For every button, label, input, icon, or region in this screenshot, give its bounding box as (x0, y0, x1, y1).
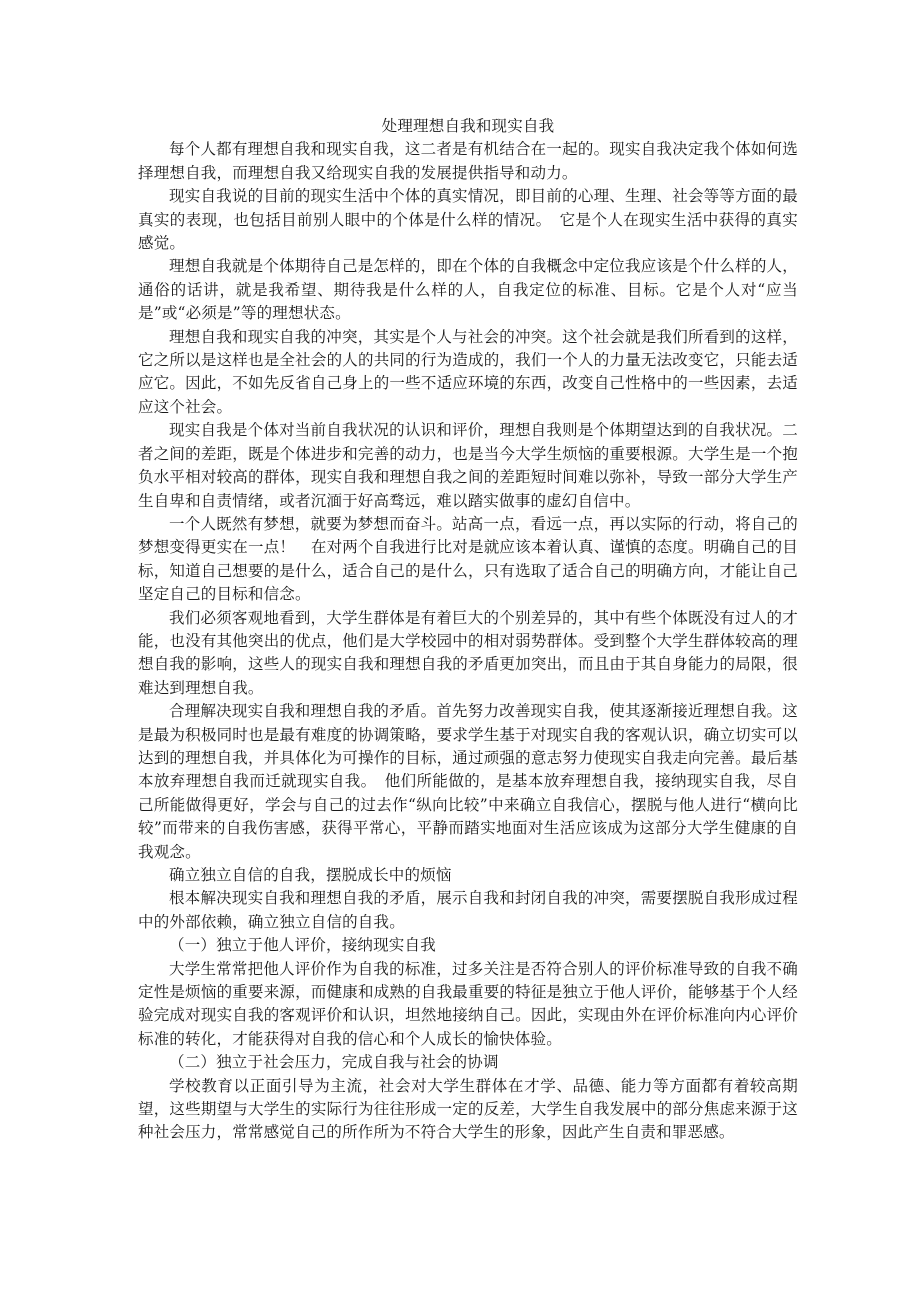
paragraph-8: 合理解决现实自我和理想自我的矛盾。首先努力改善现实自我，使其逐渐接近理想自我。这是最为积极同时也是最有难度的协调策略，要求学生基于对现实自我的客观认识，确立切实可以达到的理想自我，并具体化为可操作的目标，通过顽强的意志努力使现实自我走向完善。最后基本放弃理想自我而迁就现实自我。 他们所能做的，是基本放弃理想自我，接纳现实自我，尽自己所能做得更好，学会与自己的过去作“纵向比较”中来确立自我信心，摆脱与他人进行“横向比较”而带来的自我伤害感，获得平常心，平静而踏实地面对生活应该成为这部分大学生健康的自我观念。 (138, 702, 798, 861)
paragraph-10: 大学生常常把他人评价作为自我的标准，过多关注是否符合别人的评价标准导致的自我不确定性是烦恼的重要来源，而健康和成熟的自我最重要的特征是独立于他人评价，能够基于个人经验完成对现实自我的客观评价和认识，坦然地接纳自己。因此，实现由外在评价标准向内心评价标准的转化，才能获得对自我的信心和个人成长的愉快体验。 (138, 959, 798, 1048)
paragraph-3: 理想自我就是个体期待自己是怎样的，即在个体的自我概念中定位我应该是个什么样的人，通俗的话讲，就是我希望、期待我是什么样的人，自我定位的标准、目标。它是个人对“应当是”或“必须是”等的理想状态。 (138, 257, 798, 323)
document-body (138, 115, 798, 1145)
subsection-heading-2: （二）独立于社会压力，完成自我与社会的协调 (169, 1053, 499, 1072)
paragraph-1: 每个人都有理想自我和现实自我，这二者是有机结合在一起的。现实自我决定我个体如何选择理想自我，而理想自我又给现实自我的发展提供指导和动力。 (138, 140, 798, 182)
paragraph-11: 学校教育以正面引导为主流，社会对大学生群体在才学、品德、能力等方面都有着较高期望，这些期望与大学生的实际行为往往形成一定的反差，大学生自我发展中的部分焦虑来源于这种社会压力，常常感觉自己的所作所为不符合大学生的形象，因此产生自责和罪恶感。 (138, 1076, 798, 1142)
section-heading: 确立独立自信的自我，摆脱成长中的烦恼 (169, 866, 452, 884)
paragraph-2: 现实自我说的目前的现实生活中个体的真实情况，即目前的心理、生理、社会等等方面的最真实的表现，也包括目前别人眼中的个体是什么样的情况。 它是个人在现实生活中获得的真实感觉。 (138, 187, 798, 253)
document-title: 处理理想自我和现实自我 (381, 117, 555, 135)
subsection-heading-1: （一）独立于他人评价，接纳现实自我 (169, 936, 436, 955)
paragraph-5: 现实自我是个体对当前自我状况的认识和评价，理想自我则是个体期望达到的自我状况。二者之间的差距，既是个体进步和完善的动力，也是当今大学生烦恼的重要根源。大学生是一个抱负水平相对较高的群体，现实自我和理想自我之间的差距短时间难以弥补，导致一部分大学生产生自卑和自责情绪，或者沉湎于好高骛远，难以踏实做事的虚幻自信中。 (138, 421, 798, 510)
paragraph-6: 一个人既然有梦想，就要为梦想而奋斗。站高一点，看远一点，再以实际的行动，将自己的梦想变得更实在一点！ 在对两个自我进行比对是就应该本着认真、谨慎的态度。明确自己的目标，知道自己想要的是什么，适合自己的是什么，只有选取了适合自己的明确方向，才能让自己坚定自己的目标和信念。 (138, 514, 798, 604)
paragraph-4: 理想自我和现实自我的冲突，其实是个人与社会的冲突。这个社会就是我们所看到的这样，它之所以是这样也是全社会的人的共同的行为造成的，我们一个人的力量无法改变它，只能去适应它。因此，不如先反省自己身上的一些不适应环境的东西，改变自己性格中的一些因素，去适应这个社会。 (138, 327, 798, 416)
paragraph-7: 我们必须客观地看到，大学生群体是有着巨大的个别差异的，其中有些个体既没有过人的才能，也没有其他突出的优点，他们是大学校园中的相对弱势群体。受到整个大学生群体较高的理想自我的影响，这些人的现实自我和理想自我的矛盾更加突出，而且由于其自身能力的局限，很难达到理想自我。 (138, 608, 798, 697)
paragraph-9: 根本解决现实自我和理想自我的矛盾，展示自我和封闭自我的冲突，需要摆脱自我形成过程中的外部依赖，确立独立自信的自我。 (138, 889, 798, 931)
